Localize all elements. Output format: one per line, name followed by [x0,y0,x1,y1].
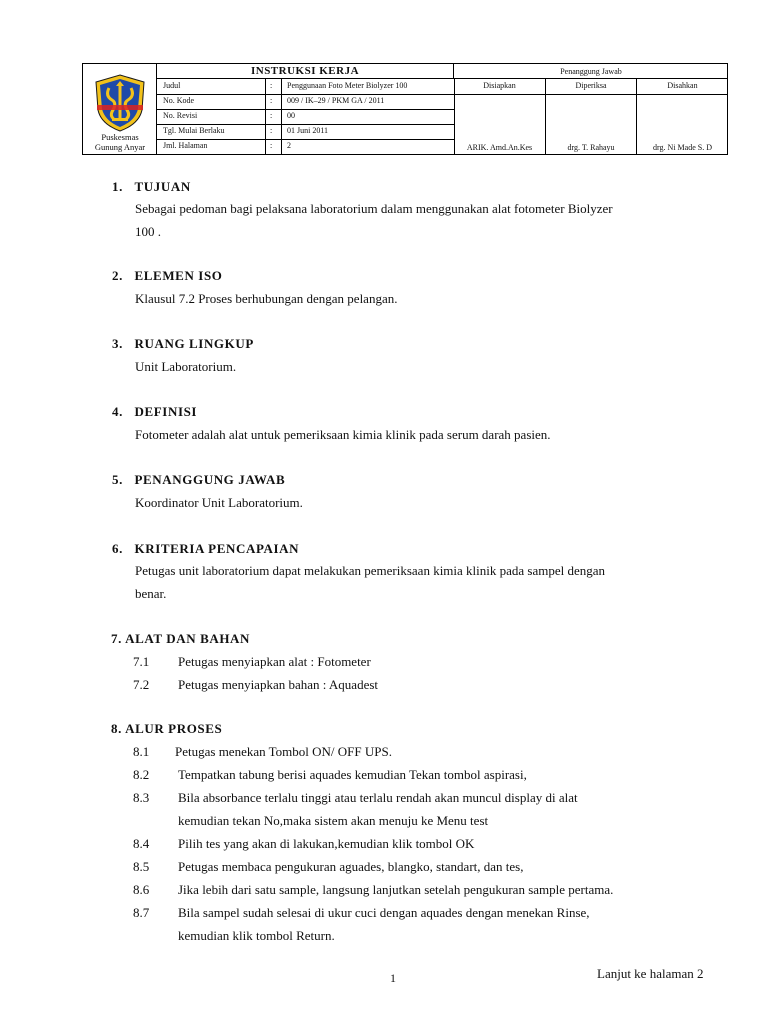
surabaya-emblem-icon [95,74,145,132]
row-value: Penggunaan Foto Meter Biolyzer 100 [287,81,408,90]
document-header-table [82,63,728,155]
row-label: No. Revisi [163,111,198,120]
row-separator: : [270,96,273,105]
list-item-number: 7.2 [133,677,150,692]
header-row-judul [157,79,455,95]
section-title-elemen-iso: 2. ELEMEN ISO [112,268,223,283]
signoff-name: drg. Ni Made S. D [653,143,712,152]
list-item-number: 8.4 [133,836,150,851]
section-title-kriteria-pencapaian: 6. KRITERIA PENCAPAIAN [112,541,300,556]
signoff-disahkan [637,79,728,154]
section-text-kriteria-line1: Petugas unit laboratorium dapat melakukan pemeriksaan kimia klinik pada sampel dengan [135,563,606,578]
signoff-label: Diperiksa [546,79,636,95]
row-label: Tgl. Mulai Berlaku [163,126,225,135]
list-item-number: 8.2 [133,767,150,782]
list-item-number: 8.1 [133,744,150,759]
list-item-text: Bila absorbance terlalu tinggi atau terlalu rendah akan muncul display di alat [178,790,578,805]
penanggung-jawab-heading: Penanggung Jawab [454,64,728,79]
logo-label-line2: Gunung Anyar [94,142,146,152]
header-row-jml-halaman [157,139,455,155]
list-item-number: 7.1 [133,654,150,669]
list-item-number: 8.7 [133,905,150,920]
section-text-ruang-lingkup: Unit Laboratorium. [135,359,237,374]
section-text-kriteria-line2: benar. [135,586,167,601]
signoff-disiapkan [454,79,546,154]
header-row-no-revisi [157,109,455,125]
row-separator: : [270,111,273,120]
signoff-name: drg. T. Rahayu [567,143,615,152]
list-item-text: Jika lebih dari satu sample, langsung lanjutkan setelah pengukuran sample pertama. [178,882,614,897]
signoff-diperiksa [546,79,637,154]
logo-label-line1: Puskesmas [101,132,139,142]
section-title-alur-proses: 8. ALUR PROSES [111,721,223,736]
section-text-definisi: Fotometer adalah alat untuk pemeriksaan kimia klinik pada serum darah pasien. [135,427,551,442]
row-value: 2 [287,141,291,150]
row-label: No. Kode [163,96,195,105]
list-item-text: Petugas menyiapkan alat : Fotometer [178,654,371,669]
signoff-label: Disiapkan [454,79,545,95]
list-item-text: Tempatkan tabung berisi aquades kemudian Tekan tombol aspirasi, [178,767,527,782]
header-row-tgl-mulai [157,124,455,140]
row-value: 01 Juni 2011 [287,126,329,135]
row-separator: : [270,141,273,150]
section-title-alat-dan-bahan: 7. ALAT DAN BAHAN [111,631,251,646]
list-item-text: Pilih tes yang akan di lakukan,kemudian klik tombol OK [178,836,475,851]
list-item-text: Petugas membaca pengukuran aguades, blangko, standart, dan tes, [178,859,524,874]
signoff-name: ARIK. Amd.An.Kes [466,143,533,152]
list-item-text: Petugas menekan Tombol ON/ OFF UPS. [175,744,392,759]
list-item-text-continued: kemudian tekan No,maka sistem akan menuju ke Menu test [178,813,489,828]
list-item-number: 8.6 [133,882,150,897]
signoff-label: Disahkan [637,79,728,95]
row-separator: : [270,81,273,90]
section-title-tujuan: 1. TUJUAN [112,179,191,194]
header-row-no-kode [157,94,455,110]
document-type-title: INSTRUKSI KERJA [157,64,454,79]
row-separator: : [270,126,273,135]
list-item-number: 8.5 [133,859,150,874]
row-label: Judul [163,81,181,90]
section-text-tujuan-line2: 100 . [135,224,161,239]
section-text-penanggung-jawab: Koordinator Unit Laboratorium. [135,495,303,510]
row-value: 00 [287,111,295,120]
continued-note: Lanjut ke halaman 2 [597,966,704,981]
list-item-text: Bila sampel sudah selesai di ukur cuci dengan aquades dengan menekan Rinse, [178,905,590,920]
section-text-tujuan-line1: Sebagai pedoman bagi pelaksana laboratorium dalam menggunakan alat fotometer Biolyzer [135,201,613,216]
page-number: 1 [390,971,396,985]
section-title-ruang-lingkup: 3. RUANG LINGKUP [112,336,254,351]
section-title-penanggung-jawab: 5. PENANGGUNG JAWAB [112,472,286,487]
list-item-text: Petugas menyiapkan bahan : Aquadest [178,677,379,692]
section-text-elemen-iso: Klausul 7.2 Proses berhubungan dengan pelangan. [135,291,398,306]
section-title-definisi: 4. DEFINISI [112,404,198,419]
logo-cell [83,64,157,154]
list-item-text-continued: kemudian klik tombol Return. [178,928,335,943]
row-label: Jml. Halaman [163,141,208,150]
list-item-number: 8.3 [133,790,150,805]
row-value: 009 / IK–29 / PKM GA / 2011 [287,96,385,105]
